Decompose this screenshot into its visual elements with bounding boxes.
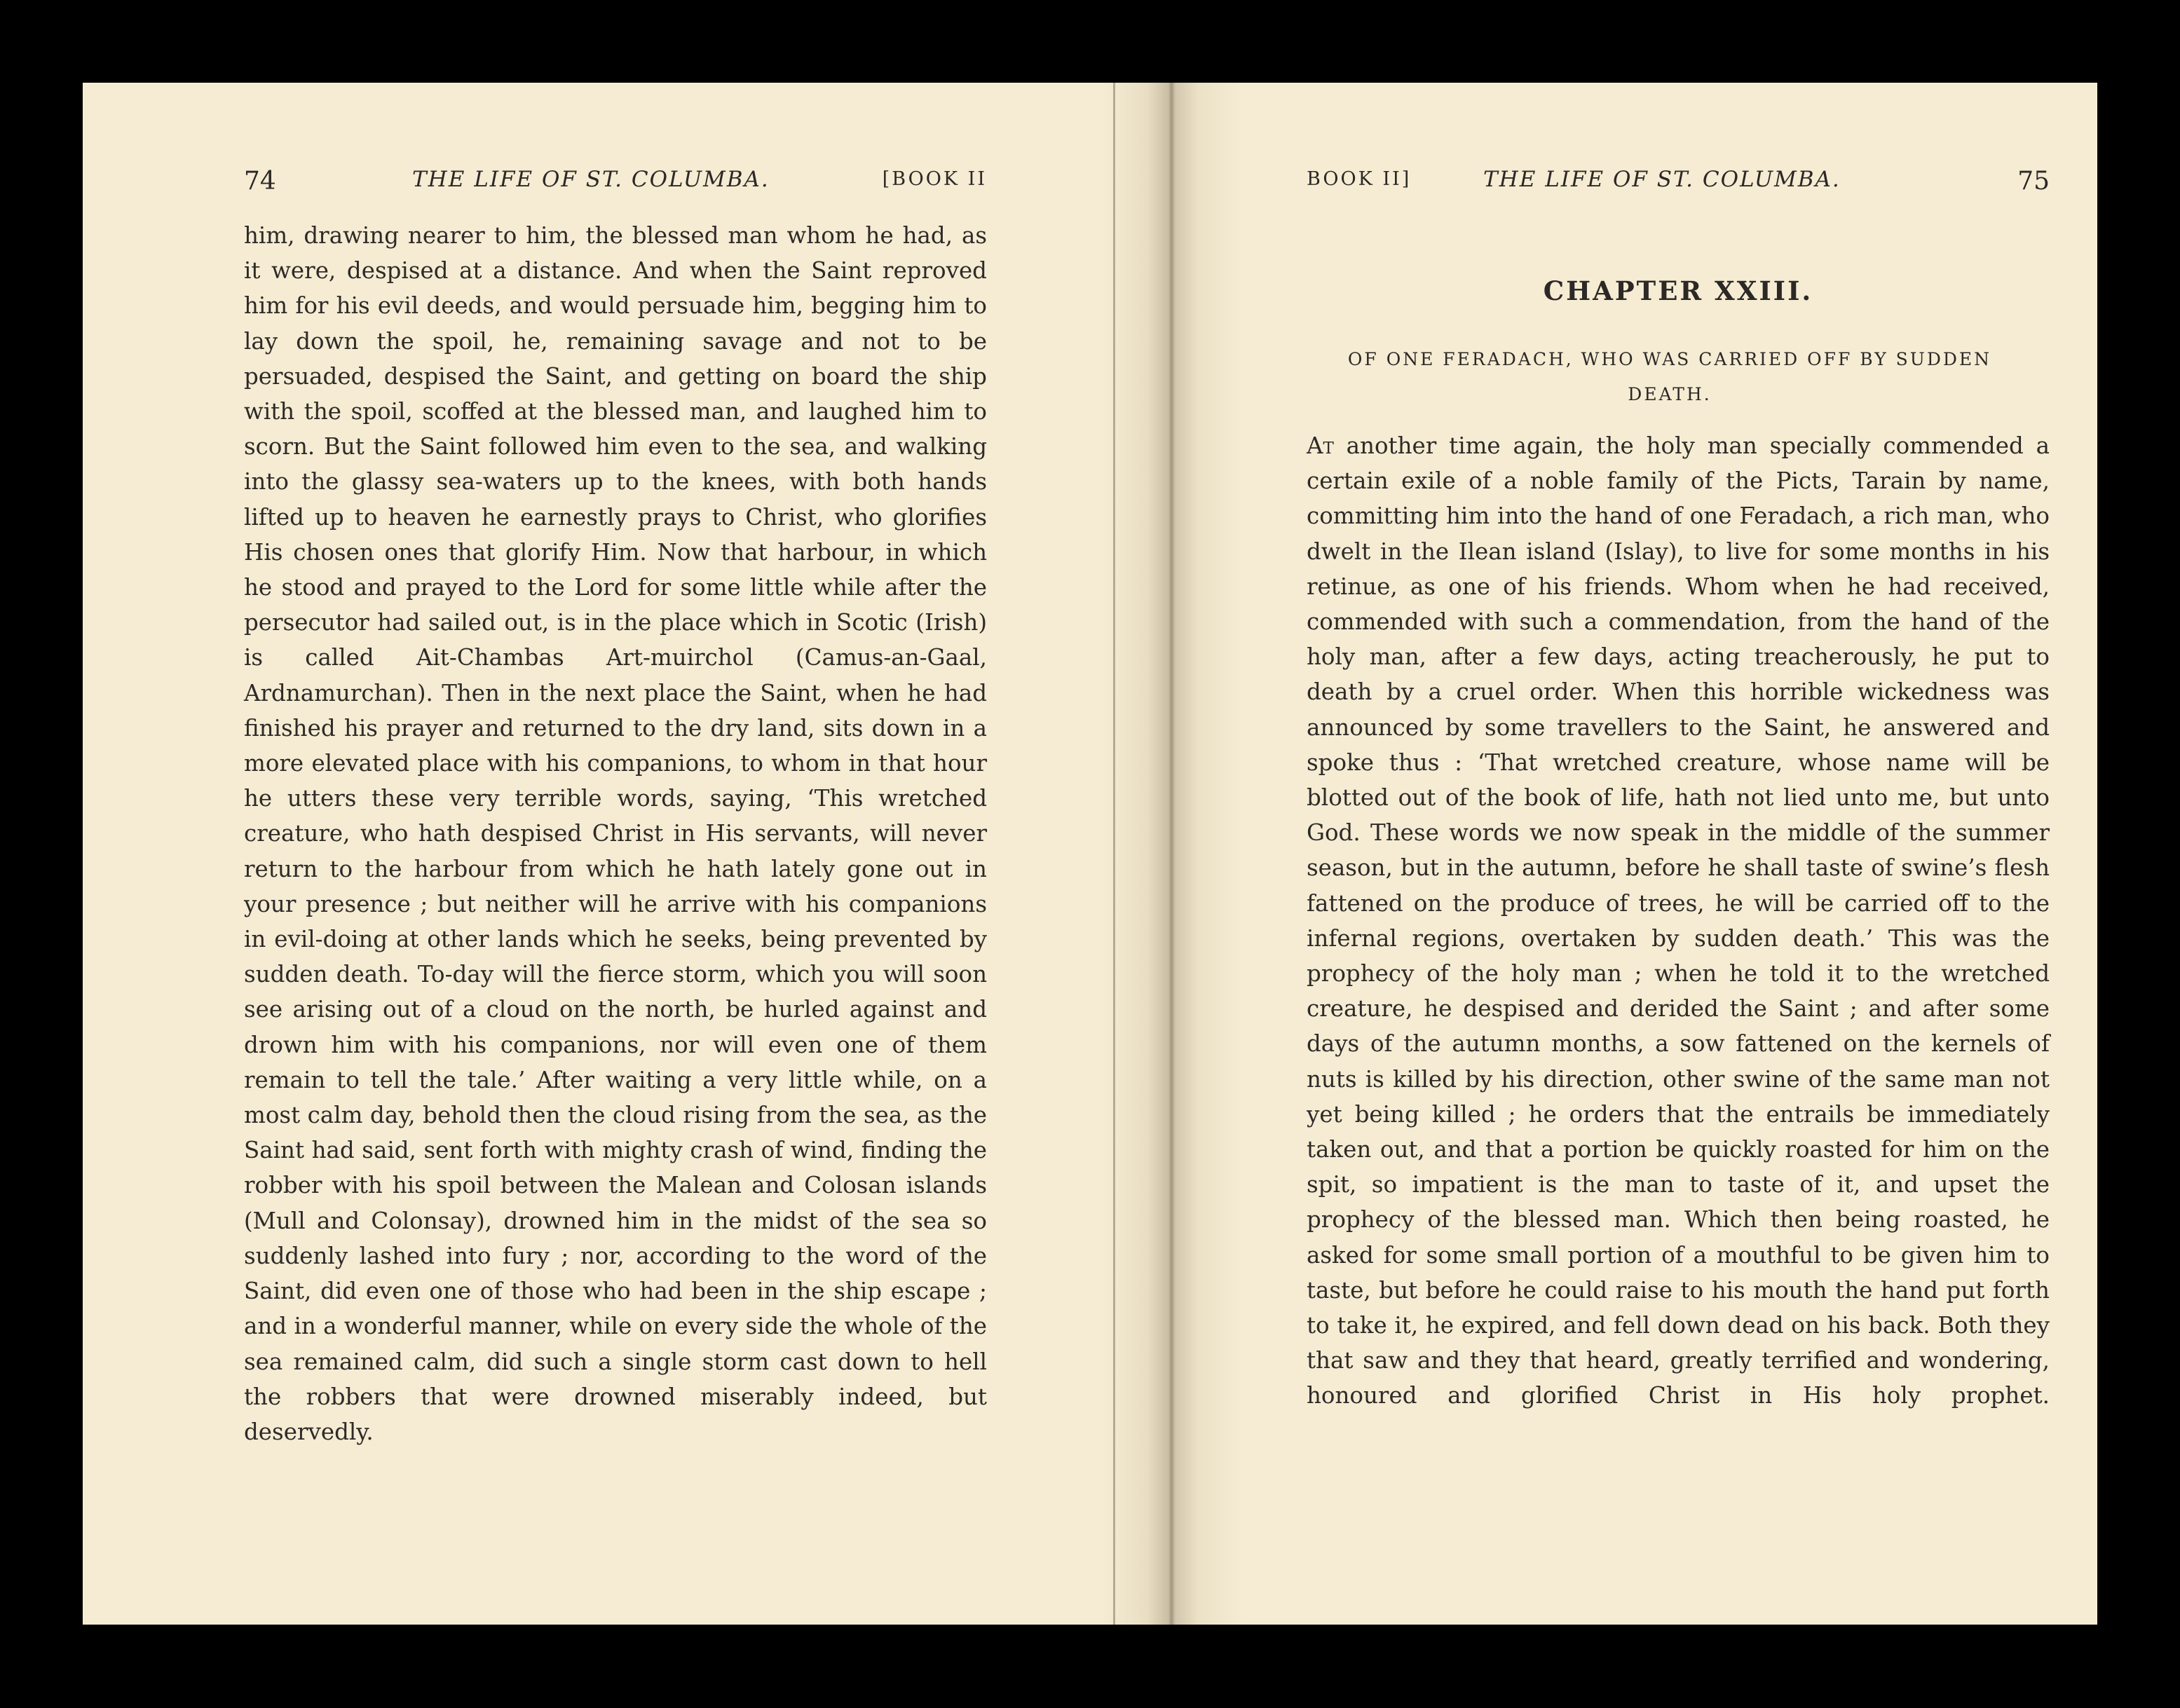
- left-running-book: [BOOK II: [882, 168, 987, 190]
- book-gutter-fold: [1113, 83, 1115, 1625]
- right-running-title: THE LIFE OF ST. COLUMBA.: [1483, 167, 1841, 192]
- left-running-title: THE LIFE OF ST. COLUMBA.: [412, 167, 770, 192]
- right-running-book: BOOK II]: [1307, 168, 1412, 190]
- left-running-head: [244, 167, 987, 209]
- left-page-number: 74: [244, 167, 276, 196]
- chapter-subtitle: OF ONE FERADACH, WHO WAS CARRIED OFF BY SUDDEN DEATH.: [1347, 349, 1992, 404]
- chapter-opening-word: At: [1307, 432, 1334, 459]
- chapter-title: CHAPTER XXIII.: [1543, 275, 1813, 306]
- book-spread: [83, 83, 2097, 1625]
- right-page-number: 75: [2017, 167, 2050, 196]
- right-body-text: [1307, 428, 2050, 1414]
- left-body-text: him, drawing nearer to him, the blessed man whom he had, as it were, despised at a distance. And when the Saint reproved him for his evil deeds, and would persuade him, begging him to lay down the spoil, he, remaining savage and not to be persuaded, despised the Saint, and getting on board the ship with the spoil, scoffed at the blessed man, and laughed him to scorn. But the Saint followed him even to the sea, and walking into the glassy sea-waters up to the knees, with both hands lifted up to heaven he earnestly prays to Christ, who glorifies His chosen ones that glorify Him. Now that harbour, in which he stood and prayed to the Lord for some little while after the persecutor had sailed out, is in the place which in Scotic (Irish) is called Ait-Chambas Art-muirchol (Camus-an-Gaal, Ardnamurchan). Then in the next place the Saint, when he had finished his prayer and returned to the dry land, sits down in a more elevated place with his companions, to whom in that hour he utters these very terrible words, saying, ‘This wretched creature, who hath despised Christ in His servants, will never return to the harbour from which he hath lately gone out in your presence ; but neither will he arrive with his companions in evil-doing at other lands which he seeks, being prevented by sudden death. To-day will the fierce storm, which you will soon see arising out of a cloud on the north, be hurled against and drown him with his companions, nor will even one of them remain to tell the tale.’ After waiting a very little while, on a most calm day, behold then the cloud rising from the sea, as the Saint had said, sent forth with mighty crash of wind, finding the robber with his spoil between the Malean and Colosan islands (Mull and Colonsay), drowned him in the midst of the sea so suddenly lashed into fury ; nor, according to the word of the Saint, did even one of those who had been in the ship escape ; and in a wonderful manner, while on every side the whole of the sea remained calm, did such a single storm cast down to hell the robbers that were drowned miserably indeed, but deservedly.: [244, 222, 987, 1445]
- left-page: [83, 83, 1113, 1625]
- right-page: [1116, 83, 2097, 1625]
- right-body-text-content: another time again, the holy man specially commended a certain exile of a noble family of the Picts, Tarain by name, committing him into the hand of one Feradach, a rich man, who dwelt in the Ilean island (Islay), to live for some months in his retinue, as one of his friends. Whom when he had received, commended with such a commendation, from the hand of the holy man, after a few days, acting treacherously, he put to death by a cruel order. When this horrible wickedness was announced by some travellers to the Saint, he answered and spoke thus : ‘That wretched creature, whose name will be blotted out of the book of life, hath not lied unto me, but unto God. These words we now speak in the middle of the summer season, but in the autumn, before he shall taste of swine’s flesh fattened on the produce of trees, he will be carried off to the infernal regions, overtaken by sudden death.’ This was the prophecy of the holy man ; when he told it to the wretched creature, he despised and derided the Saint ; and after some days of the autumn months, a sow fattened on the kernels of nuts is killed by his direction, other swine of the same man not yet being killed ; he orders that the entrails be immediately taken out, and that a portion be quickly roasted for him on the spit, so impatient is the man to taste of it, and upset the prophecy of the blessed man. Which then being roasted, he asked for some small portion of a mouthful to be given him to taste, but before he could raise to his mouth the hand put forth to take it, he expired, and fell down dead on his back. Both they that saw and they that heard, greatly terrified and wondering, honoured and glorified Christ in His holy prophet.: [1307, 432, 2050, 1409]
- right-running-head: [1307, 167, 2050, 209]
